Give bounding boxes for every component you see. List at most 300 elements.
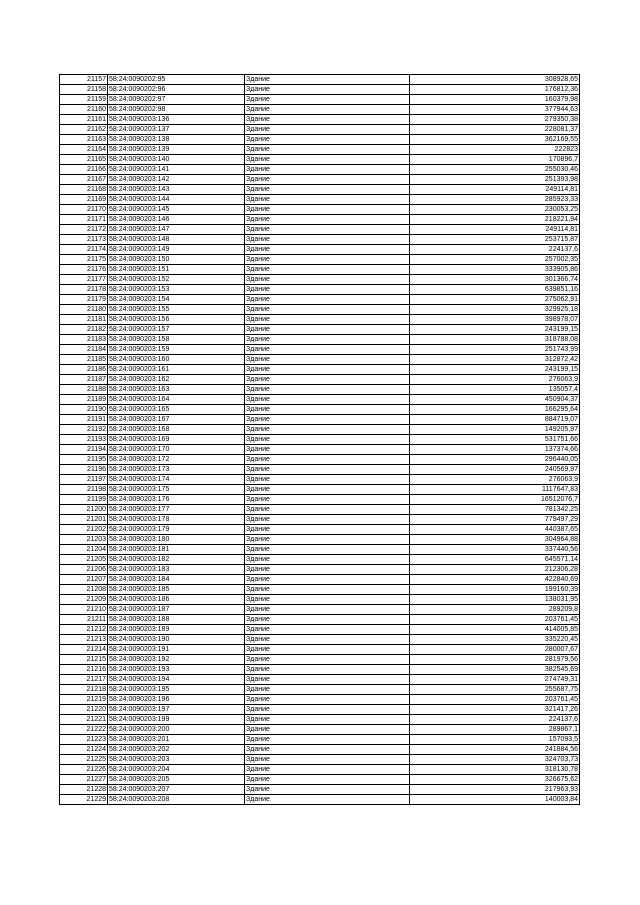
table-row xyxy=(60,675,580,685)
object-type-cell: Здание xyxy=(245,465,410,475)
table-row xyxy=(60,445,580,455)
row-number-cell: 21180 xyxy=(60,305,108,315)
table-row xyxy=(60,235,580,245)
cadastral-value-cell: 779497,29 xyxy=(410,515,580,525)
object-type-cell: Здание xyxy=(245,175,410,185)
cadastral-number-cell: 58:24:0090203:186 xyxy=(108,595,245,605)
cadastral-number-cell: 58:24:0090203:159 xyxy=(108,345,245,355)
cadastral-value-cell: 203761,45 xyxy=(410,615,580,625)
cadastral-value-cell: 301366,74 xyxy=(410,275,580,285)
cadastral-number-cell: 58:24:0090203:164 xyxy=(108,395,245,405)
cadastral-value-cell: 281979,56 xyxy=(410,655,580,665)
object-type-cell: Здание xyxy=(245,785,410,795)
cadastral-number-cell: 58:24:0090203:195 xyxy=(108,685,245,695)
object-type-cell: Здание xyxy=(245,625,410,635)
row-number-cell: 21206 xyxy=(60,565,108,575)
row-number-cell: 21164 xyxy=(60,145,108,155)
row-number-cell: 21219 xyxy=(60,695,108,705)
table-row xyxy=(60,745,580,755)
row-number-cell: 21184 xyxy=(60,345,108,355)
cadastral-number-cell: 58:24:0090203:172 xyxy=(108,455,245,465)
cadastral-number-cell: 58:24:0090203:187 xyxy=(108,605,245,615)
table-row xyxy=(60,85,580,95)
object-type-cell: Здание xyxy=(245,375,410,385)
cadastral-value-cell: 212306,28 xyxy=(410,565,580,575)
row-number-cell: 21182 xyxy=(60,325,108,335)
table-row xyxy=(60,405,580,415)
row-number-cell: 21167 xyxy=(60,175,108,185)
cadastral-number-cell: 58:24:0090203:188 xyxy=(108,615,245,625)
table-row xyxy=(60,705,580,715)
table-row xyxy=(60,265,580,275)
object-type-cell: Здание xyxy=(245,795,410,805)
cadastral-number-cell: 58:24:0090203:189 xyxy=(108,625,245,635)
cadastral-number-cell: 58:24:0090203:143 xyxy=(108,185,245,195)
object-type-cell: Здание xyxy=(245,145,410,155)
cadastral-value-cell: 422840,69 xyxy=(410,575,580,585)
table-row xyxy=(60,385,580,395)
row-number-cell: 21193 xyxy=(60,435,108,445)
object-type-cell: Здание xyxy=(245,305,410,315)
table-row xyxy=(60,135,580,145)
object-type-cell: Здание xyxy=(245,245,410,255)
row-number-cell: 21202 xyxy=(60,525,108,535)
table-row xyxy=(60,105,580,115)
table-row xyxy=(60,545,580,555)
cadastral-value-cell: 645571,14 xyxy=(410,555,580,565)
cadastral-value-cell: 321417,26 xyxy=(410,705,580,715)
cadastral-value-cell: 440387,65 xyxy=(410,525,580,535)
object-type-cell: Здание xyxy=(245,675,410,685)
cadastral-number-cell: 58:24:0090203:200 xyxy=(108,725,245,735)
cadastral-value-cell: 203761,45 xyxy=(410,695,580,705)
cadastral-number-cell: 58:24:0090203:173 xyxy=(108,465,245,475)
table-row xyxy=(60,605,580,615)
cadastral-number-cell: 58:24:0090202:96 xyxy=(108,85,245,95)
object-type-cell: Здание xyxy=(245,225,410,235)
row-number-cell: 21161 xyxy=(60,115,108,125)
table-row xyxy=(60,615,580,625)
table-row xyxy=(60,785,580,795)
table-row xyxy=(60,305,580,315)
cadastral-value-cell: 1117647,83 xyxy=(410,485,580,495)
cadastral-number-cell: 58:24:0090202:95 xyxy=(108,75,245,85)
object-type-cell: Здание xyxy=(245,195,410,205)
table-row xyxy=(60,655,580,665)
cadastral-number-cell: 58:24:0090203:137 xyxy=(108,125,245,135)
cadastral-value-cell: 241884,56 xyxy=(410,745,580,755)
object-type-cell: Здание xyxy=(245,265,410,275)
table-row xyxy=(60,245,580,255)
cadastral-value-cell: 318130,78 xyxy=(410,765,580,775)
cadastral-value-cell: 160379,98 xyxy=(410,95,580,105)
cadastral-value-cell: 333905,86 xyxy=(410,265,580,275)
cadastral-number-cell: 58:24:0090203:190 xyxy=(108,635,245,645)
cadastral-number-cell: 58:24:0090203:202 xyxy=(108,745,245,755)
cadastral-value-cell: 228081,37 xyxy=(410,125,580,135)
table-row xyxy=(60,535,580,545)
cadastral-number-cell: 58:24:0090203:184 xyxy=(108,575,245,585)
table-row xyxy=(60,325,580,335)
cadastral-value-cell: 140003,84 xyxy=(410,795,580,805)
row-number-cell: 21171 xyxy=(60,215,108,225)
row-number-cell: 21187 xyxy=(60,375,108,385)
cadastral-value-cell: 450904,37 xyxy=(410,395,580,405)
cadastral-value-cell: 249114,81 xyxy=(410,225,580,235)
table-row xyxy=(60,665,580,675)
table-row xyxy=(60,505,580,515)
object-type-cell: Здание xyxy=(245,535,410,545)
table-row xyxy=(60,425,580,435)
object-type-cell: Здание xyxy=(245,445,410,455)
cadastral-value-cell: 243199,15 xyxy=(410,325,580,335)
table-row xyxy=(60,155,580,165)
object-type-cell: Здание xyxy=(245,615,410,625)
row-number-cell: 21188 xyxy=(60,385,108,395)
object-type-cell: Здание xyxy=(245,505,410,515)
object-type-cell: Здание xyxy=(245,665,410,675)
row-number-cell: 21194 xyxy=(60,445,108,455)
cadastral-number-cell: 58:24:0090203:140 xyxy=(108,155,245,165)
object-type-cell: Здание xyxy=(245,555,410,565)
object-type-cell: Здание xyxy=(245,725,410,735)
object-type-cell: Здание xyxy=(245,595,410,605)
cadastral-number-cell: 58:24:0090203:181 xyxy=(108,545,245,555)
cadastral-number-cell: 58:24:0090203:154 xyxy=(108,295,245,305)
table-row xyxy=(60,765,580,775)
cadastral-number-cell: 58:24:0090203:151 xyxy=(108,265,245,275)
table-row xyxy=(60,595,580,605)
table-row xyxy=(60,525,580,535)
table-row xyxy=(60,285,580,295)
cadastral-value-cell: 296440,05 xyxy=(410,455,580,465)
cadastral-number-cell: 58:24:0090203:156 xyxy=(108,315,245,325)
table-row xyxy=(60,115,580,125)
cadastral-value-cell: 257002,35 xyxy=(410,255,580,265)
cadastral-number-cell: 58:24:0090203:142 xyxy=(108,175,245,185)
row-number-cell: 21204 xyxy=(60,545,108,555)
row-number-cell: 21196 xyxy=(60,465,108,475)
table-row xyxy=(60,465,580,475)
row-number-cell: 21158 xyxy=(60,85,108,95)
cadastral-value-cell: 377944,63 xyxy=(410,105,580,115)
cadastral-value-cell: 240569,97 xyxy=(410,465,580,475)
table-row xyxy=(60,715,580,725)
cadastral-value-table xyxy=(59,74,580,805)
cadastral-value-cell: 243199,15 xyxy=(410,365,580,375)
object-type-cell: Здание xyxy=(245,425,410,435)
row-number-cell: 21191 xyxy=(60,415,108,425)
row-number-cell: 21181 xyxy=(60,315,108,325)
row-number-cell: 21217 xyxy=(60,675,108,685)
cadastral-number-cell: 58:24:0090203:174 xyxy=(108,475,245,485)
table-body xyxy=(60,75,580,805)
object-type-cell: Здание xyxy=(245,705,410,715)
object-type-cell: Здание xyxy=(245,75,410,85)
cadastral-value-cell: 251743,99 xyxy=(410,345,580,355)
row-number-cell: 21179 xyxy=(60,295,108,305)
cadastral-number-cell: 58:24:0090203:191 xyxy=(108,645,245,655)
cadastral-value-cell: 884719,07 xyxy=(410,415,580,425)
row-number-cell: 21168 xyxy=(60,185,108,195)
cadastral-value-cell: 251393,98 xyxy=(410,175,580,185)
object-type-cell: Здание xyxy=(245,755,410,765)
cadastral-number-cell: 58:24:0090203:147 xyxy=(108,225,245,235)
object-type-cell: Здание xyxy=(245,205,410,215)
cadastral-value-cell: 176812,36 xyxy=(410,85,580,95)
cadastral-number-cell: 58:24:0090203:149 xyxy=(108,245,245,255)
cadastral-number-cell: 58:24:0090203:208 xyxy=(108,795,245,805)
cadastral-value-cell: 230053,25 xyxy=(410,205,580,215)
object-type-cell: Здание xyxy=(245,765,410,775)
row-number-cell: 21190 xyxy=(60,405,108,415)
object-type-cell: Здание xyxy=(245,185,410,195)
cadastral-value-cell: 276063,9 xyxy=(410,375,580,385)
object-type-cell: Здание xyxy=(245,285,410,295)
row-number-cell: 21159 xyxy=(60,95,108,105)
table-row xyxy=(60,165,580,175)
row-number-cell: 21160 xyxy=(60,105,108,115)
object-type-cell: Здание xyxy=(245,125,410,135)
row-number-cell: 21213 xyxy=(60,635,108,645)
table-row xyxy=(60,635,580,645)
cadastral-number-cell: 58:24:0090203:201 xyxy=(108,735,245,745)
object-type-cell: Здание xyxy=(245,325,410,335)
object-type-cell: Здание xyxy=(245,645,410,655)
cadastral-number-cell: 58:24:0090203:196 xyxy=(108,695,245,705)
cadastral-number-cell: 58:24:0090203:199 xyxy=(108,715,245,725)
object-type-cell: Здание xyxy=(245,435,410,445)
cadastral-number-cell: 58:24:0090203:197 xyxy=(108,705,245,715)
row-number-cell: 21189 xyxy=(60,395,108,405)
row-number-cell: 21221 xyxy=(60,715,108,725)
cadastral-number-cell: 58:24:0090203:193 xyxy=(108,665,245,675)
row-number-cell: 21223 xyxy=(60,735,108,745)
row-number-cell: 21222 xyxy=(60,725,108,735)
cadastral-number-cell: 58:24:0090203:167 xyxy=(108,415,245,425)
cadastral-value-cell: 324703,73 xyxy=(410,755,580,765)
row-number-cell: 21220 xyxy=(60,705,108,715)
object-type-cell: Здание xyxy=(245,525,410,535)
cadastral-value-cell: 16512076,7 xyxy=(410,495,580,505)
object-type-cell: Здание xyxy=(245,105,410,115)
row-number-cell: 21185 xyxy=(60,355,108,365)
cadastral-value-cell: 329925,18 xyxy=(410,305,580,315)
table-row xyxy=(60,735,580,745)
object-type-cell: Здание xyxy=(245,655,410,665)
cadastral-number-cell: 58:24:0090203:182 xyxy=(108,555,245,565)
cadastral-value-cell: 398978,07 xyxy=(410,315,580,325)
table-row xyxy=(60,275,580,285)
object-type-cell: Здание xyxy=(245,295,410,305)
table-row xyxy=(60,95,580,105)
object-type-cell: Здание xyxy=(245,135,410,145)
table-row xyxy=(60,585,580,595)
row-number-cell: 21174 xyxy=(60,245,108,255)
row-number-cell: 21227 xyxy=(60,775,108,785)
cadastral-number-cell: 58:24:0090203:176 xyxy=(108,495,245,505)
cadastral-number-cell: 58:24:0090203:165 xyxy=(108,405,245,415)
cadastral-value-cell: 308928,65 xyxy=(410,75,580,85)
row-number-cell: 21200 xyxy=(60,505,108,515)
row-number-cell: 21163 xyxy=(60,135,108,145)
cadastral-value-cell: 337440,56 xyxy=(410,545,580,555)
row-number-cell: 21186 xyxy=(60,365,108,375)
object-type-cell: Здание xyxy=(245,515,410,525)
object-type-cell: Здание xyxy=(245,775,410,785)
cadastral-value-cell: 157093,5 xyxy=(410,735,580,745)
cadastral-value-cell: 335220,45 xyxy=(410,635,580,645)
object-type-cell: Здание xyxy=(245,585,410,595)
table-row xyxy=(60,345,580,355)
row-number-cell: 21165 xyxy=(60,155,108,165)
table-row xyxy=(60,485,580,495)
object-type-cell: Здание xyxy=(245,475,410,485)
row-number-cell: 21169 xyxy=(60,195,108,205)
cadastral-number-cell: 58:24:0090203:203 xyxy=(108,755,245,765)
cadastral-number-cell: 58:24:0090203:177 xyxy=(108,505,245,515)
cadastral-value-cell: 255030,46 xyxy=(410,165,580,175)
table-row xyxy=(60,355,580,365)
cadastral-number-cell: 58:24:0090203:136 xyxy=(108,115,245,125)
row-number-cell: 21225 xyxy=(60,755,108,765)
row-number-cell: 21205 xyxy=(60,555,108,565)
row-number-cell: 21214 xyxy=(60,645,108,655)
object-type-cell: Здание xyxy=(245,365,410,375)
cadastral-number-cell: 58:24:0090203:139 xyxy=(108,145,245,155)
object-type-cell: Здание xyxy=(245,635,410,645)
cadastral-number-cell: 58:24:0090203:153 xyxy=(108,285,245,295)
row-number-cell: 21199 xyxy=(60,495,108,505)
cadastral-number-cell: 58:24:0090203:161 xyxy=(108,365,245,375)
object-type-cell: Здание xyxy=(245,165,410,175)
table-row xyxy=(60,625,580,635)
cadastral-value-cell: 639851,16 xyxy=(410,285,580,295)
table-row xyxy=(60,495,580,505)
cadastral-number-cell: 58:24:0090203:144 xyxy=(108,195,245,205)
table-row xyxy=(60,225,580,235)
row-number-cell: 21195 xyxy=(60,455,108,465)
cadastral-number-cell: 58:24:0090203:141 xyxy=(108,165,245,175)
table-row xyxy=(60,205,580,215)
cadastral-number-cell: 58:24:0090203:175 xyxy=(108,485,245,495)
row-number-cell: 21162 xyxy=(60,125,108,135)
row-number-cell: 21203 xyxy=(60,535,108,545)
table-row xyxy=(60,795,580,805)
cadastral-number-cell: 58:24:0090203:194 xyxy=(108,675,245,685)
cadastral-number-cell: 58:24:0090203:168 xyxy=(108,425,245,435)
cadastral-value-cell: 217963,93 xyxy=(410,785,580,795)
cadastral-number-cell: 58:24:0090203:179 xyxy=(108,525,245,535)
object-type-cell: Здание xyxy=(245,605,410,615)
cadastral-number-cell: 58:24:0090203:145 xyxy=(108,205,245,215)
table-row xyxy=(60,775,580,785)
cadastral-number-cell: 58:24:0090203:180 xyxy=(108,535,245,545)
cadastral-value-cell: 274749,31 xyxy=(410,675,580,685)
object-type-cell: Здание xyxy=(245,735,410,745)
cadastral-number-cell: 58:24:0090203:152 xyxy=(108,275,245,285)
object-type-cell: Здание xyxy=(245,115,410,125)
table-row xyxy=(60,695,580,705)
cadastral-value-cell: 312872,42 xyxy=(410,355,580,365)
table-row xyxy=(60,515,580,525)
cadastral-value-cell: 414005,85 xyxy=(410,625,580,635)
table-row xyxy=(60,555,580,565)
cadastral-value-cell: 531751,66 xyxy=(410,435,580,445)
cadastral-value-cell: 137374,66 xyxy=(410,445,580,455)
object-type-cell: Здание xyxy=(245,255,410,265)
row-number-cell: 21197 xyxy=(60,475,108,485)
row-number-cell: 21201 xyxy=(60,515,108,525)
table-row xyxy=(60,125,580,135)
cadastral-value-cell: 289867,1 xyxy=(410,725,580,735)
cadastral-number-cell: 58:24:0090203:207 xyxy=(108,785,245,795)
cadastral-value-cell: 285923,33 xyxy=(410,195,580,205)
cadastral-value-cell: 255687,75 xyxy=(410,685,580,695)
object-type-cell: Здание xyxy=(245,685,410,695)
table-row xyxy=(60,395,580,405)
row-number-cell: 21192 xyxy=(60,425,108,435)
row-number-cell: 21215 xyxy=(60,655,108,665)
cadastral-value-cell: 249114,81 xyxy=(410,185,580,195)
table-row xyxy=(60,215,580,225)
table-row xyxy=(60,255,580,265)
table-row xyxy=(60,645,580,655)
row-number-cell: 21226 xyxy=(60,765,108,775)
table-row xyxy=(60,75,580,85)
cadastral-value-cell: 218221,94 xyxy=(410,215,580,225)
object-type-cell: Здание xyxy=(245,395,410,405)
cadastral-number-cell: 58:24:0090203:204 xyxy=(108,765,245,775)
cadastral-number-cell: 58:24:0090203:178 xyxy=(108,515,245,525)
object-type-cell: Здание xyxy=(245,345,410,355)
cadastral-number-cell: 58:24:0090203:146 xyxy=(108,215,245,225)
cadastral-value-cell: 275062,91 xyxy=(410,295,580,305)
row-number-cell: 21216 xyxy=(60,665,108,675)
cadastral-number-cell: 58:24:0090203:205 xyxy=(108,775,245,785)
cadastral-value-cell: 135057,4 xyxy=(410,385,580,395)
cadastral-number-cell: 58:24:0090203:148 xyxy=(108,235,245,245)
cadastral-number-cell: 58:24:0090203:192 xyxy=(108,655,245,665)
row-number-cell: 21157 xyxy=(60,75,108,85)
row-number-cell: 21172 xyxy=(60,225,108,235)
object-type-cell: Здание xyxy=(245,335,410,345)
table-row xyxy=(60,145,580,155)
row-number-cell: 21178 xyxy=(60,285,108,295)
row-number-cell: 21183 xyxy=(60,335,108,345)
cadastral-value-cell: 222823 xyxy=(410,145,580,155)
row-number-cell: 21224 xyxy=(60,745,108,755)
cadastral-value-cell: 224137,6 xyxy=(410,245,580,255)
object-type-cell: Здание xyxy=(245,545,410,555)
row-number-cell: 21170 xyxy=(60,205,108,215)
object-type-cell: Здание xyxy=(245,275,410,285)
table-row xyxy=(60,315,580,325)
cadastral-value-cell: 276063,9 xyxy=(410,475,580,485)
table-row xyxy=(60,475,580,485)
cadastral-number-cell: 58:24:0090203:157 xyxy=(108,325,245,335)
object-type-cell: Здание xyxy=(245,485,410,495)
row-number-cell: 21210 xyxy=(60,605,108,615)
cadastral-value-cell: 149205,97 xyxy=(410,425,580,435)
table-row xyxy=(60,195,580,205)
row-number-cell: 21229 xyxy=(60,795,108,805)
cadastral-number-cell: 58:24:0090203:160 xyxy=(108,355,245,365)
object-type-cell: Здание xyxy=(245,455,410,465)
object-type-cell: Здание xyxy=(245,495,410,505)
cadastral-number-cell: 58:24:0090203:138 xyxy=(108,135,245,145)
object-type-cell: Здание xyxy=(245,85,410,95)
